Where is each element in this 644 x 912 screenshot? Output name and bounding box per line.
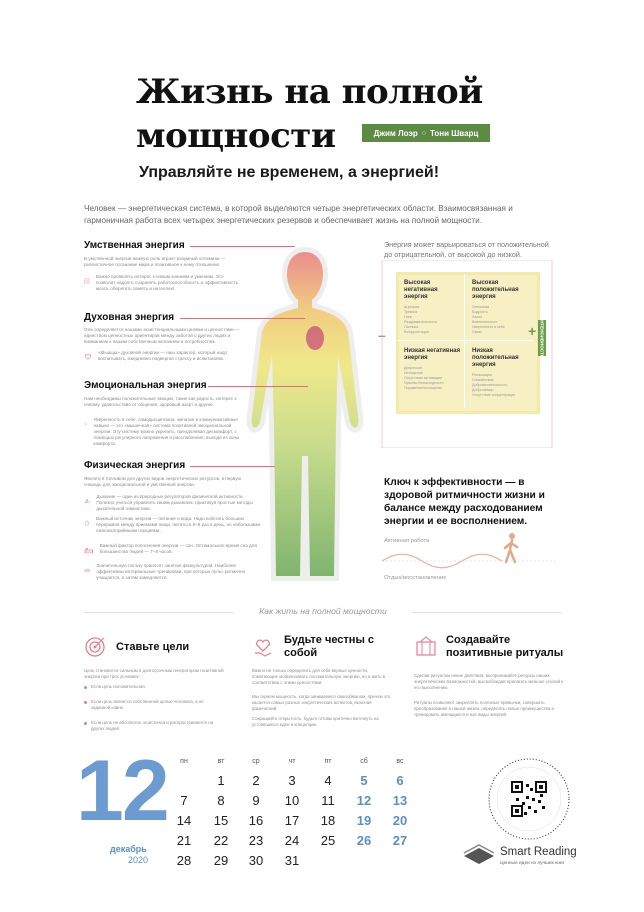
walking-person-icon	[500, 532, 522, 564]
matrix-divider-v	[464, 274, 465, 408]
calendar-day: 26	[356, 833, 372, 848]
sport-item-text: Значительную пользу приносят занятия физкультурой. Наиболее эффективны интервальные тренировки, при которых пульс ритмично учащается, а затем замедляется.	[96, 563, 246, 580]
physical-item-breath	[84, 494, 260, 512]
quadrant-items: Агрессия Тревога Гнев Раздражительность Панника Конфронтация	[404, 305, 438, 334]
bullet-text: Если цель не абсолютно эгоистична и распространяется на других людей.	[91, 720, 214, 731]
goals-bullets	[84, 684, 224, 732]
bullet-item	[84, 720, 224, 732]
calendar-month-name: декабрь	[110, 844, 147, 854]
calendar-day: 2	[252, 773, 260, 788]
calendar-day: 28	[176, 853, 192, 868]
emotional-item-text: Уверенность в себе, самодисциплина, эмпатия и коммуникативные навыки — это «мышечная» система позитивной эмоциональной энергии. Эту систему можно укрепить, преодолевая дискомфорт, с помощью регулярного напряжения и расслабления, выходя из зоны комфорта.	[93, 417, 240, 446]
calendar-day: 8	[217, 793, 225, 808]
weekday-header: сб	[360, 758, 368, 765]
quadrant-title: Высокая положительная энергия	[472, 280, 519, 300]
honesty-text: Важно не только определить для себя верные ценности, помогающие мобилизовать положительную энергию, но и жить в соответствии с этими ценностями.	[252, 668, 385, 685]
calendar-day: 9	[252, 793, 260, 808]
bike-icon	[84, 563, 90, 577]
physical-item-sport	[84, 563, 260, 581]
active-work-label: Активная работа	[384, 538, 430, 544]
honesty-para-2: Сокращайте открытость, будьте готовы критично взглянуть на устоявшиеся идеи и концепции.	[252, 716, 379, 727]
rituals-para-1: Ритуалы позволяют закреплять полезные привычки, совершать преобразования в нашей жизни, определять новые преимущества и тренировать имеющиеся в нас виды энергий.	[414, 700, 554, 717]
brand-name: Smart Reading	[500, 846, 577, 858]
efficiency-text: Ключ к эффективности — в здоровой ритмичности жизни и балансе между расходованием энергии и ее восполнением.	[384, 477, 545, 527]
physical-item-food	[84, 516, 260, 534]
spiritual-leader-line	[180, 318, 305, 319]
weekday-header: пт	[324, 758, 332, 765]
rituals-text: Сделав ритуалом некие действия, воспринимайте ресурсы наших энергетических возможностей, высвобождая прилагать меньше усилий к его выполнению.	[414, 673, 564, 690]
heart-hands-icon	[84, 350, 92, 364]
calendar-day: 31	[284, 853, 300, 868]
quadrant-items: Оптимизм Бодрость Запал Вовлеченность Уверенность в себе Связь	[472, 305, 505, 334]
calendar-day: 19	[356, 813, 372, 828]
quadrant-low-negative	[404, 348, 462, 391]
quadrant-items: Депрессия Истощение Отсутствие мотивации Чувство безысходности Поражение/истощение	[404, 366, 444, 390]
calendar-month-number: 12	[76, 743, 168, 839]
axis-plus: +	[528, 323, 537, 339]
mental-energy-title: Умственная энергия	[84, 240, 185, 251]
separator-icon: ○	[421, 129, 426, 137]
bed-icon	[84, 543, 94, 557]
mental-energy-text: В умственной энергии важную роль играет разумный оптимизм — реалистичное осознание мира и позитивное к нему отношение.	[84, 256, 226, 267]
calendar-day: 12	[356, 793, 372, 808]
bullet-item	[84, 699, 224, 711]
matrix-caption: Энергия может варьироваться от положительной до отрицательной, от высокой до низкой.	[384, 240, 549, 259]
ritual-icon	[414, 636, 438, 658]
physical-energy-title: Физическая энергия	[84, 460, 186, 471]
calendar-day: 10	[284, 793, 300, 808]
calendar-day: 17	[284, 813, 300, 828]
quadrant-title: Высокая негативная энергия	[404, 280, 438, 300]
calendar-year: 2020	[128, 855, 149, 865]
spiritual-energy-text: Она определяется нашими экзистенциальными целями и ценностями — единством ценностных ориентиров между заботой о других людях и вниманием к нашим собственным желаниям и потребностям.	[84, 327, 240, 344]
physical-energy-text: Является топливом для других видов энергетических ресурсов, в первую очередь для эмоциональной и умственной энергии.	[84, 476, 241, 487]
brand-tagline: Ценные идеи из лучших книг	[500, 861, 565, 866]
intro-text: Человек — энергетическая система, в которой выделяются четыре энергетических области. Взаимосвязанная и гармоничная работа всех четырех энергетических резервов и обеспечивает жизнь на полной мощности.	[84, 204, 513, 225]
rest-label: Отдых/восстановление	[384, 575, 447, 581]
lungs-icon	[84, 494, 90, 508]
calendar-day: 29	[213, 853, 229, 868]
axis-minus: –	[378, 327, 386, 343]
quadrant-high-negative	[404, 280, 462, 335]
calendar-day: 15	[213, 813, 229, 828]
title-line-1: Жизнь на полной	[136, 72, 483, 112]
calendar-day: 18	[320, 813, 336, 828]
quadrant-low-positive	[472, 348, 530, 398]
emotional-energy-title: Эмоциональная энергия	[84, 380, 207, 391]
divider-left	[84, 612, 234, 613]
calendar-day: 11	[321, 793, 335, 808]
calendar-day: 6	[396, 773, 404, 788]
calendar-day: 16	[248, 813, 264, 828]
head-profile-icon	[84, 417, 88, 431]
calendar-day: 25	[320, 833, 336, 848]
quadrant-title: Низкая положительная энергия	[472, 348, 519, 368]
intensity-axis-label: ИНТЕНСИВНОСТЬ	[539, 316, 545, 359]
emotional-energy-text: Нам необходимы положительные эмоции, такие как радость, интерес к новому, удовольствие от общения, здоровый азарт и другие.	[84, 396, 237, 407]
author-1: Джим Лоэр	[373, 128, 418, 138]
emotional-item	[84, 417, 244, 447]
quadrant-title: Низкая негативная энергия	[404, 348, 461, 361]
spiritual-energy-title: Духовная энергия	[84, 312, 175, 323]
weekday-header: вс	[396, 758, 404, 765]
bullet-dot-icon	[84, 701, 87, 704]
weekday-header: пн	[180, 758, 188, 765]
weekday-header: ср	[252, 758, 260, 765]
physical-item-sleep	[84, 543, 260, 557]
calendar-day: 1	[217, 773, 225, 788]
how-to-heading: Как жить на полной мощности	[259, 606, 387, 616]
apple-icon	[84, 516, 90, 530]
calendar-day: 27	[392, 833, 408, 848]
food-item-text: Важный источник энергии — питание и вода. Надо избегать больших перерывов между приемами пищи, питаться 5–6 раз в день, но небольшими низкокалорийными порциями.	[96, 516, 261, 533]
rhythm-wave	[380, 548, 560, 574]
author-2: Тони Шварц	[430, 128, 479, 138]
page-title	[136, 70, 483, 158]
calendar-day: 14	[176, 813, 192, 828]
smart-reading-logo-icon	[462, 842, 496, 866]
weekday-header: вт	[217, 758, 225, 765]
divider-right	[412, 612, 562, 613]
goals-title: Ставьте цели	[116, 641, 190, 653]
bullet-text: Если цель положительная.	[91, 684, 146, 689]
title-line-2: мощности	[136, 116, 336, 156]
authors-badge	[362, 124, 490, 142]
physical-leader-line	[190, 466, 275, 467]
book-icon	[84, 274, 90, 288]
bullet-item	[84, 684, 224, 690]
body-figure	[230, 246, 380, 586]
subtitle: Управляйте не временем, а энергией!	[139, 164, 440, 181]
calendar-day: 7	[180, 793, 188, 808]
bullet-dot-icon	[84, 686, 87, 689]
bullet-text: Если цель является собственной целью человека, а не заданной извне.	[91, 699, 204, 710]
quadrant-items: Релаксация Спокойствие Доброжелательность Доброта/мир Отсутствие концентрации	[472, 373, 516, 397]
heart-hand-icon	[252, 636, 274, 658]
mental-leader-line	[190, 246, 295, 247]
goals-text: Цель становится сильным и долгосрочным генератором позитивной энергии при трех условиях:	[84, 668, 224, 679]
honesty-title: Будьте честны с собой	[284, 634, 375, 659]
mental-item-text: Важно проявлять интерес к новым знаниям и умениям. Это позволит надолго сохранять работоспособность и эффективность мозга, оберегать память и интеллект.	[95, 274, 239, 291]
calendar-day: 23	[248, 833, 264, 848]
breath-item-text: Дыхание — один из природных регуляторов физической активности. Полезно учиться управлять своим дыханием, практикуя простые методы дыхательной гимнастики.	[96, 494, 253, 511]
spiritual-item-text: «Мышцы» духовной энергии — наш характер, который надо воспитывать, ежедневно подвергая стрессу и испытаниям.	[97, 350, 228, 361]
rituals-title: Создавайте позитивные ритуалы	[446, 634, 564, 659]
calendar-day: 21	[176, 833, 192, 848]
calendar-grid	[172, 758, 422, 876]
calendar-day: 5	[360, 773, 368, 788]
quadrant-high-positive	[472, 280, 530, 335]
sleep-item-text: Важный фактор пополнения энергии — сон. Оптимальное время сна для большинства людей — 7–8 часов.	[99, 543, 257, 554]
bullet-dot-icon	[84, 722, 87, 725]
honesty-para-1: Мы теряем мощность, когда занимаемся самообманом, причем это касается самых разных энергетических аспектов, включая физический.	[252, 694, 391, 711]
weekday-header: чт	[288, 758, 296, 765]
calendar-day: 20	[392, 813, 408, 828]
calendar-day: 22	[213, 833, 229, 848]
calendar-day: 24	[284, 833, 300, 848]
calendar-day: 4	[324, 773, 332, 788]
calendar-day: 30	[248, 853, 264, 868]
spiritual-item	[84, 350, 244, 364]
emotional-leader-line	[208, 386, 308, 387]
calendar-day: 13	[392, 793, 408, 808]
calendar-day: 3	[288, 773, 296, 788]
qr-code[interactable]	[486, 756, 572, 842]
mental-item	[84, 274, 244, 292]
target-icon	[84, 636, 106, 658]
matrix-divider-h	[398, 340, 533, 341]
